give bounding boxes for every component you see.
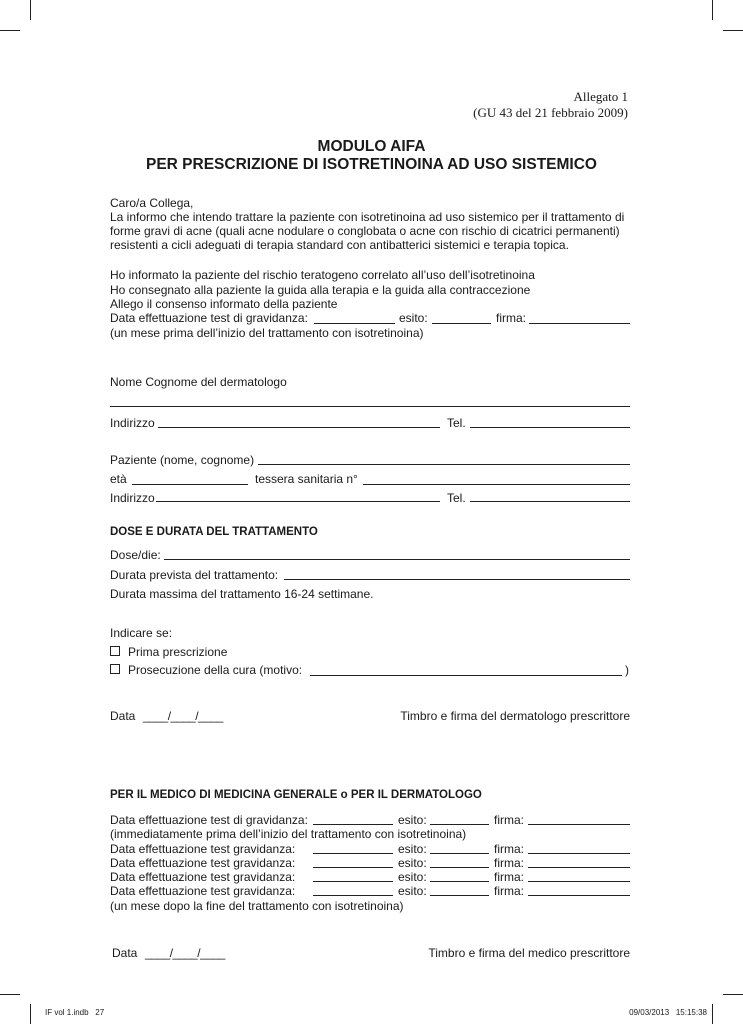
first-prescription-option[interactable] (110, 645, 227, 660)
esito-field[interactable] (430, 867, 489, 868)
crop-mark (0, 994, 20, 995)
esito-label: esito: (398, 884, 427, 898)
crop-mark (723, 994, 743, 995)
allegato-label: Allegato 1 (573, 89, 628, 104)
firma-label: firma: (494, 842, 524, 856)
footer-file-info: IF vol 1.indb 27 (45, 1008, 105, 1017)
dose-label: Dose/die: (110, 548, 161, 562)
crop-mark (30, 1004, 31, 1024)
patient-name-field[interactable] (258, 464, 630, 465)
patient-address-field[interactable] (156, 501, 440, 502)
esito-field[interactable] (430, 853, 489, 854)
crop-mark (712, 0, 713, 20)
patient-tel-label: Tel. (447, 491, 466, 505)
dermatologist-tel-label: Tel. (447, 416, 466, 430)
duration-label: Durata prevista del trattamento: (110, 568, 279, 582)
crop-mark (0, 30, 20, 31)
medico-first-note: (immediatamente prima dell’inizio del trattamento con isotretinoina) (110, 827, 467, 841)
firma-label: firma: (494, 884, 524, 898)
dermatologist-stamp-label: Timbro e firma del dermatologo prescrittore (400, 709, 630, 723)
test-date-field[interactable] (314, 323, 395, 324)
letter-body-line: resistenti a cicli adeguati di terapia standard con antibatterici sistemici e terapia topica. (110, 238, 569, 252)
firma-field[interactable] (528, 853, 630, 854)
checkbox-icon[interactable] (110, 664, 120, 674)
patient-name-label: Paziente (nome, cognome) (110, 453, 255, 467)
medico-first-test-label: Data effettuazione test di gravidanza: (110, 813, 308, 827)
statement-line: Ho informato la paziente del rischio teratogeno correlato all’uso dell’isotretinoina (110, 268, 535, 282)
esito-label: esito: (398, 870, 427, 884)
dermatologist-name-label: Nome Cognome del dermatologo (110, 375, 287, 389)
esito-field[interactable] (432, 323, 491, 324)
firma-field[interactable] (529, 323, 630, 324)
letter-body-line: forme gravi di acne (quali acne nodulare o conglobata o acne con rischio di cicatrici permanenti) (110, 224, 620, 238)
letter-body-line: La informo che intendo trattare la paziente con isotretinoina ad uso sistemico per il trattamento di (110, 210, 625, 224)
dose-section-heading: DOSE E DURATA DEL TRATTAMENTO (110, 526, 318, 538)
medico-first-test-field[interactable] (313, 824, 393, 825)
page-subtitle: PER PRESCRIZIONE DI ISOTRETINOINA AD USO SISTEMICO (146, 156, 597, 173)
dermatologist-name-field[interactable] (110, 406, 630, 407)
medico-test-row-label: Data effettuazione test gravidanza: (110, 842, 296, 856)
firma-field[interactable] (528, 824, 630, 825)
continuation-option[interactable] (110, 663, 302, 678)
medico-test-row-label: Data effettuazione test gravidanza: (110, 870, 296, 884)
medico-test-row-field[interactable] (313, 853, 393, 854)
page-title: MODULO AIFA (317, 138, 426, 155)
max-duration-text: Durata massima del trattamento 16-24 settimane. (110, 587, 374, 601)
firma-label: firma: (494, 856, 524, 870)
esito-label: esito: (398, 856, 427, 870)
esito-label: esito: (398, 813, 427, 827)
esito-field[interactable] (430, 895, 489, 896)
firma-field[interactable] (528, 867, 630, 868)
esito-field[interactable] (430, 881, 489, 882)
crop-mark (712, 1004, 713, 1024)
checkbox-icon[interactable] (110, 646, 120, 656)
medico-section-heading: PER IL MEDICO DI MEDICINA GENERALE o PER IL DERMATOLOGO (110, 789, 482, 801)
medico-test-row-label: Data effettuazione test gravidanza: (110, 856, 296, 870)
patient-card-field[interactable] (363, 484, 630, 485)
medico-test-row-field[interactable] (313, 881, 393, 882)
dermatologist-address-label: Indirizzo (110, 416, 155, 430)
patient-address-label: Indirizzo (110, 491, 155, 505)
dermatologist-address-field[interactable] (158, 427, 440, 428)
firma-label: firma: (494, 870, 524, 884)
medico-last-note: (un mese dopo la fine del trattamento con isotretinoina) (110, 899, 404, 913)
statement-line: Ho consegnato alla paziente la guida alla terapia e la guida alla contraccezione (110, 283, 531, 297)
continuation-reason-field[interactable] (310, 675, 622, 676)
date-label: Data (112, 946, 138, 960)
esito-field[interactable] (430, 824, 489, 825)
esito-label: esito: (398, 842, 427, 856)
medico-test-row-field[interactable] (313, 867, 393, 868)
continuation-label: Prosecuzione della cura (motivo: (128, 663, 303, 677)
statement-line: Allego il consenso informato della paziente (110, 297, 338, 311)
medico-stamp-label: Timbro e firma del medico prescrittore (428, 946, 630, 960)
first-prescription-label: Prima prescrizione (128, 645, 228, 659)
medico-test-row-label: Data effettuazione test gravidanza: (110, 884, 296, 898)
firma-field[interactable] (528, 881, 630, 882)
dose-field[interactable] (164, 559, 630, 560)
closing-paren: ) (625, 663, 629, 677)
patient-tel-field[interactable] (470, 501, 630, 502)
duration-field[interactable] (284, 579, 630, 580)
greeting: Caro/a Collega, (110, 196, 194, 210)
patient-age-label: età (110, 472, 127, 486)
crop-mark (723, 30, 743, 31)
test-note: (un mese prima dell’inizio del trattamento con isotretinoina) (110, 326, 424, 340)
firma-field[interactable] (528, 895, 630, 896)
date-field[interactable]: ____/____/____ (145, 946, 225, 960)
test-date-label: Data effettuazione test di gravidanza: (110, 311, 308, 325)
gazzetta-reference: (GU 43 del 21 febbraio 2009) (473, 105, 628, 120)
crop-mark (30, 0, 31, 20)
date-field[interactable]: ____/____/____ (143, 709, 223, 723)
indicate-label: Indicare se: (110, 626, 173, 640)
firma-label: firma: (494, 813, 524, 827)
patient-card-label: tessera sanitaria n° (255, 472, 358, 486)
dermatologist-tel-field[interactable] (470, 427, 630, 428)
firma-label: firma: (496, 311, 526, 325)
date-label: Data (110, 709, 136, 723)
patient-age-field[interactable] (132, 484, 248, 485)
medico-test-row-field[interactable] (313, 895, 393, 896)
esito-label: esito: (399, 311, 428, 325)
footer-datetime: 09/03/2013 15:15:38 (629, 1008, 707, 1017)
